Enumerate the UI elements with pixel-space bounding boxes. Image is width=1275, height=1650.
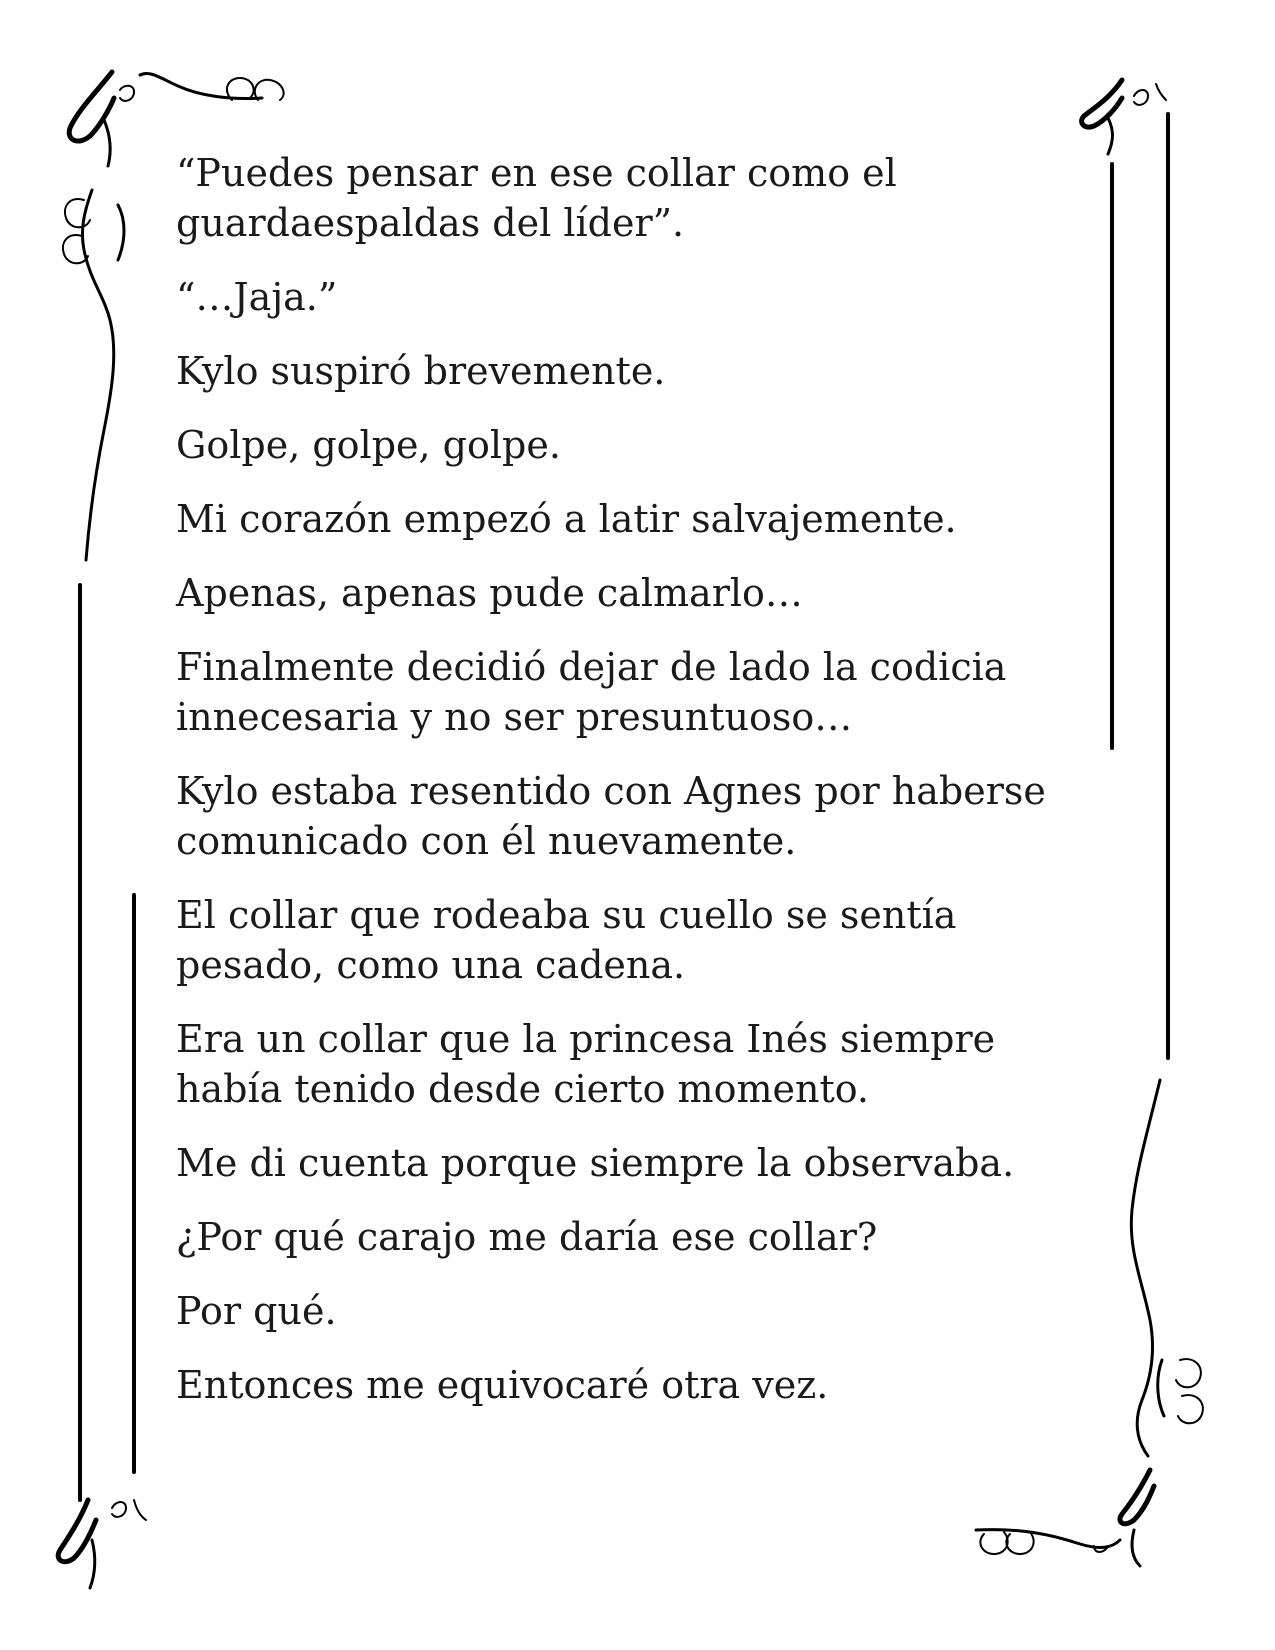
paragraph: Por qué. xyxy=(176,1289,337,1333)
paragraph: Entonces me equivocaré otra vez. xyxy=(176,1363,829,1407)
paragraph: Kylo suspiró brevemente. xyxy=(176,349,666,393)
paragraph: “Puedes pensar en ese collar como el guardaespaldas del líder”. xyxy=(176,151,897,245)
paragraph: Golpe, golpe, golpe. xyxy=(176,423,561,467)
paragraph: Mi corazón empezó a latir salvajemente. xyxy=(176,497,957,541)
top-right-flourish-icon xyxy=(1082,80,1166,154)
paragraph: Me di cuenta porque siempre la observaba. xyxy=(176,1141,1015,1185)
paragraph: El collar que rodeaba su cuello se sentía pesado, como una cadena. xyxy=(176,893,957,987)
bottom-left-flourish-icon xyxy=(58,1500,146,1588)
paragraph: Apenas, apenas pude calmarlo… xyxy=(176,571,803,615)
paragraph: Kylo estaba resentido con Agnes por haberse comunicado con él nuevamente. xyxy=(176,769,1046,863)
story-text xyxy=(176,148,1076,1434)
paragraph: ¿Por qué carajo me daría ese collar? xyxy=(176,1215,878,1259)
paragraph: Finalmente decidió dejar de lado la codicia innecesaria y no ser presuntuoso… xyxy=(176,645,1007,739)
paragraph: Era un collar que la princesa Inés siempre había tenido desde cierto momento. xyxy=(176,1017,996,1111)
paragraph: “…Jaja.” xyxy=(176,275,338,319)
